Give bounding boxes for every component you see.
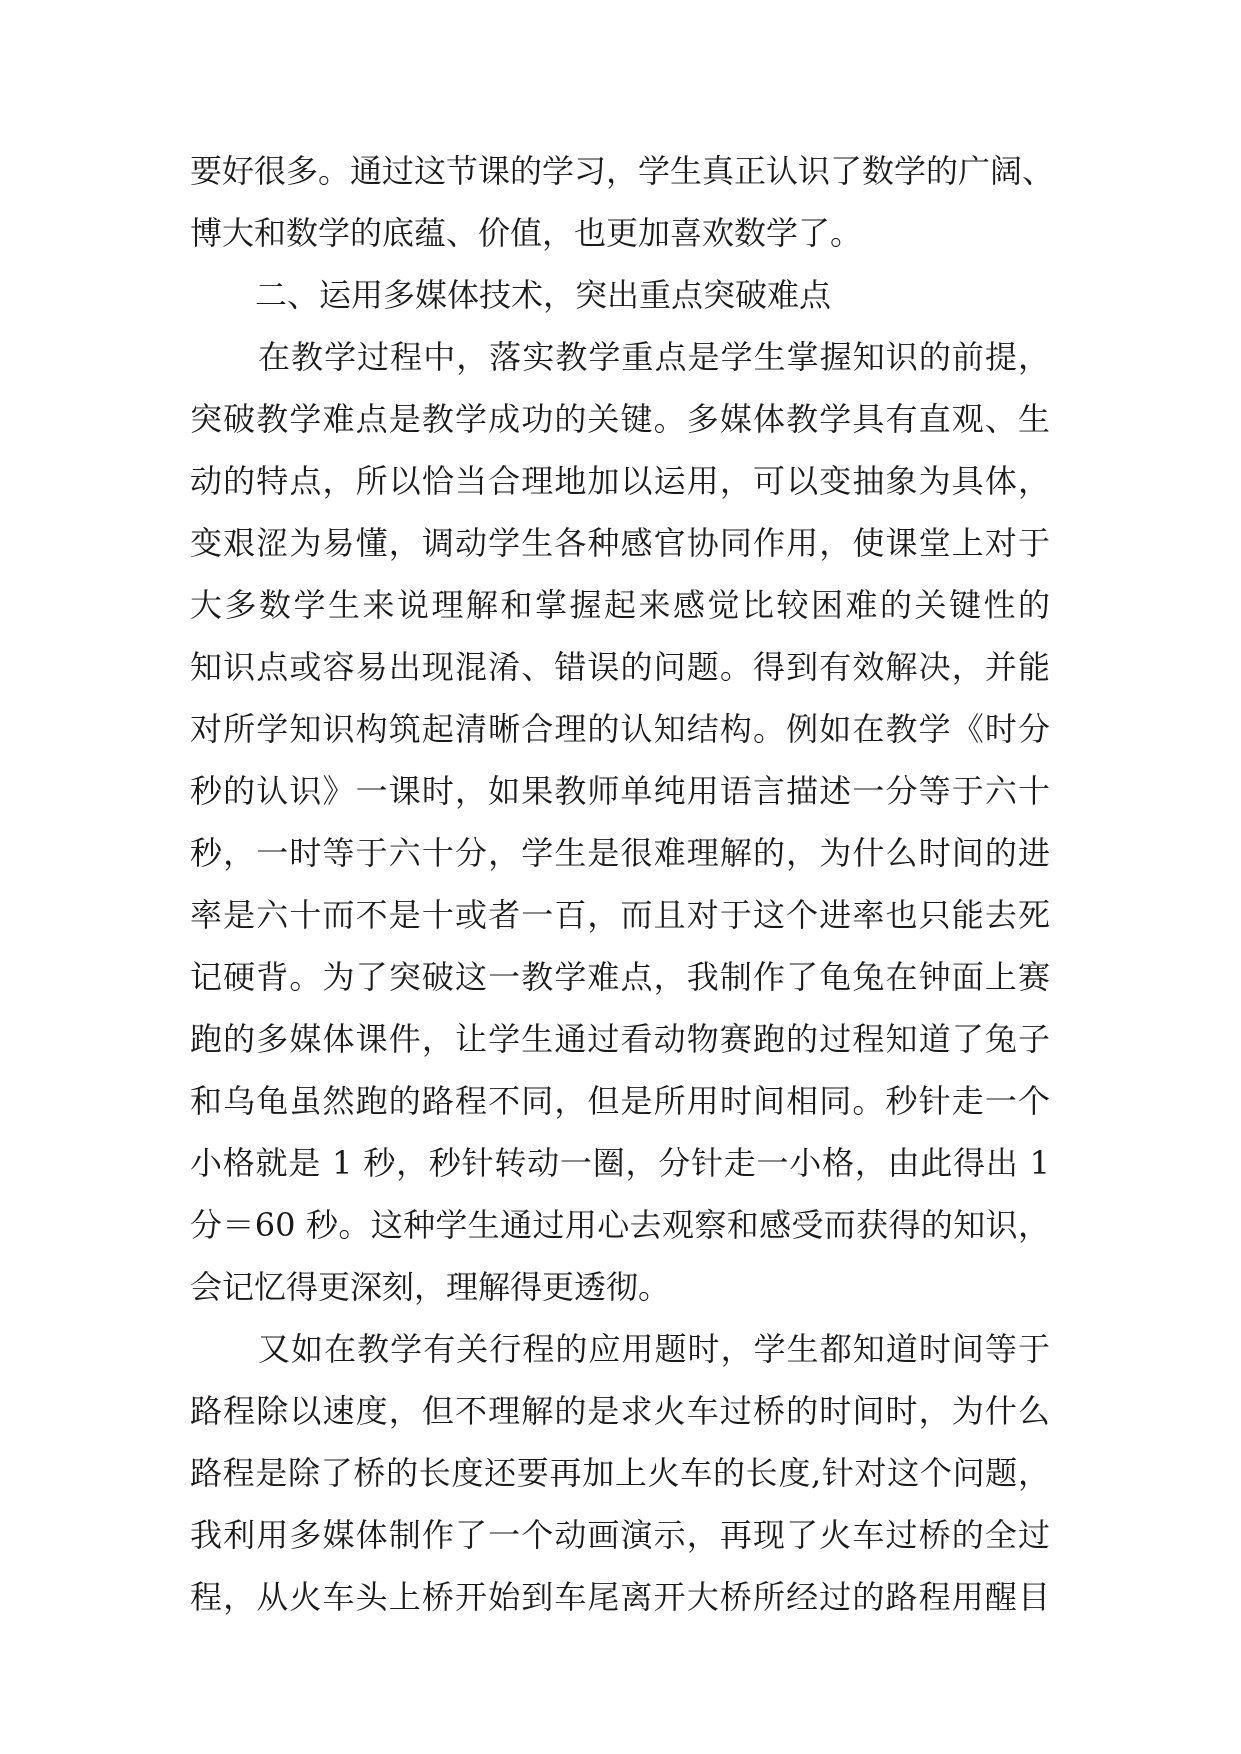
text-line: 知识点或容易出现混淆、错误的问题。得到有效解决，并能 bbox=[190, 648, 1050, 686]
text-line: 突破教学难点是教学成功的关键。多媒体教学具有直观、生 bbox=[190, 400, 1050, 438]
text-line: 跑的多媒体课件，让学生通过看动物赛跑的过程知道了兔子 bbox=[190, 1020, 1050, 1058]
text-line: 大多数学生来说理解和掌握起来感觉比较困难的关键性的 bbox=[190, 586, 1050, 624]
text-line: 在教学过程中，落实教学重点是学生掌握知识的前提， bbox=[258, 338, 1050, 376]
text-line: 程，从火车头上桥开始到车尾离开大桥所经过的路程用醒目 bbox=[190, 1578, 1050, 1616]
text-line: 路程是除了桥的长度还要再加上火车的长度,针对这个问题， bbox=[190, 1454, 1050, 1492]
text-line: 秒的认识》一课时，如果教师单纯用语言描述一分等于六十 bbox=[190, 772, 1050, 810]
text-line: 变艰涩为易懂，调动学生各种感官协同作用，使课堂上对于 bbox=[190, 524, 1050, 562]
text-line: 又如在教学有关行程的应用题时，学生都知道时间等于 bbox=[258, 1330, 1050, 1368]
text-line: 小格就是 1 秒，秒针转动一圈，分针走一小格，由此得出 1 bbox=[190, 1144, 1050, 1182]
text-line: 和乌龟虽然跑的路程不同，但是所用时间相同。秒针走一个 bbox=[190, 1082, 1050, 1120]
text-line: 路程除以速度，但不理解的是求火车过桥的时间时，为什么 bbox=[190, 1392, 1050, 1430]
text-line: 秒，一时等于六十分，学生是很难理解的，为什么时间的进 bbox=[190, 834, 1050, 872]
text-line: 对所学知识构筑起清晰合理的认知结构。例如在教学《时分 bbox=[190, 710, 1050, 748]
text-line: 动的特点，所以恰当合理地加以运用，可以变抽象为具体， bbox=[190, 462, 1050, 500]
text-line: 率是六十而不是十或者一百，而且对于这个进率也只能去死 bbox=[190, 896, 1050, 934]
section-heading: 二、运用多媒体技术，突出重点突破难点 bbox=[255, 276, 832, 314]
text-line: 要好很多。通过这节课的学习，学生真正认识了数学的广阔、 bbox=[190, 152, 1055, 190]
text-line: 博大和数学的底蕴、价值，也更加喜欢数学了。 bbox=[190, 214, 863, 252]
text-line: 记硬背。为了突破这一教学难点，我制作了龟兔在钟面上赛 bbox=[190, 958, 1050, 996]
text-line: 会记忆得更深刻，理解得更透彻。 bbox=[190, 1268, 671, 1306]
text-line: 我利用多媒体制作了一个动画演示，再现了火车过桥的全过 bbox=[190, 1516, 1050, 1554]
text-line: 分＝60 秒。这种学生通过用心去观察和感受而获得的知识， bbox=[190, 1206, 1050, 1244]
